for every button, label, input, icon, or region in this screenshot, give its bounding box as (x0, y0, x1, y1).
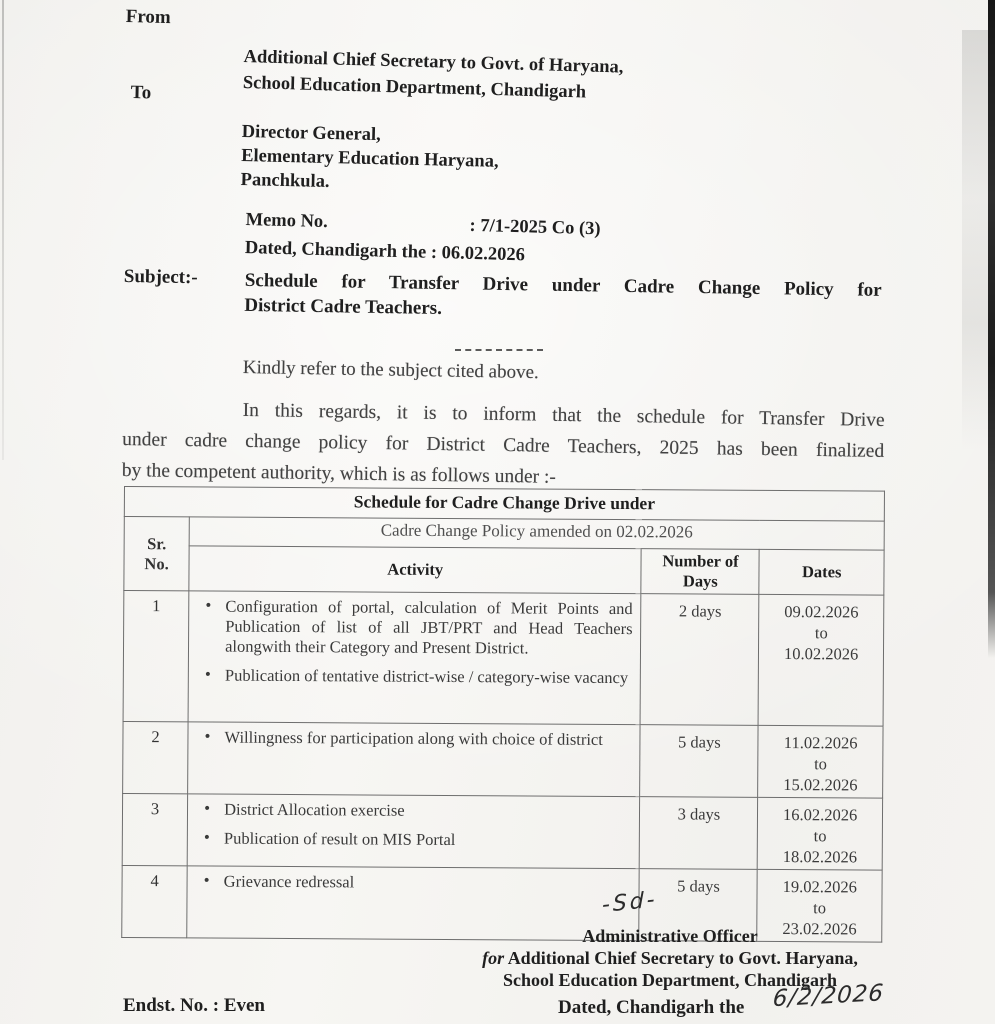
days-cell: 2 days (640, 594, 759, 726)
bullet-item: • Grievance redressal (200, 871, 631, 894)
subject-label: Subject:- (123, 266, 198, 289)
paragraph-body-line: by the competent authority, which is as follows under :- (121, 459, 557, 488)
table-subtitle-row (124, 517, 884, 551)
memo-block (245, 206, 601, 271)
bullet-item: • Publication of tentative district-wise / category-wise vacancy (201, 665, 632, 688)
memo-dated-line: Dated, Chandigarh the : 06.02.2026 (244, 237, 526, 266)
activity-cell (188, 591, 641, 725)
signature-department: School Education Department, Chandigarh (502, 970, 838, 990)
bullet-item: • Publication of result on MIS Portal (200, 828, 631, 851)
column-header-sr-no: Sr. No. (124, 517, 190, 591)
footer-dated-label: Dated, Chandigarh the (558, 997, 745, 1018)
from-address-line: Additional Chief Secretary to Govt. of Haryana, (243, 46, 624, 78)
column-header-activity: Activity (189, 546, 642, 594)
memo-number-value: : 7/1-2025 Co (3) (469, 215, 601, 240)
column-header-dates: Dates (759, 549, 884, 595)
from-address-line: School Education Department, Chandigarh (242, 72, 587, 103)
memo-number-label: Memo No. (245, 209, 329, 233)
table-row (122, 793, 882, 870)
signature-authority: for Additional Chief Secretary to Govt. Haryana, (482, 948, 858, 968)
from-label: From (125, 6, 172, 29)
subject-row (123, 266, 882, 328)
bullet-item: • District Allocation exercise (200, 799, 631, 822)
to-address (240, 120, 499, 198)
to-address-line: Director General, (241, 121, 381, 146)
dates-cell: 11.02.2026 to 15.02.2026 (758, 725, 883, 798)
column-header-days: Number of Days (641, 549, 759, 595)
activity-cell (188, 722, 641, 797)
subject-text (244, 268, 882, 328)
table-title-row (124, 487, 884, 522)
dates-cell: 09.02.2026 to 10.02.2026 (758, 594, 883, 726)
handwritten-date: 6/2/2026 (771, 980, 886, 1013)
table-title-line2: Cadre Change Policy amended on 02.02.2026 (189, 517, 884, 550)
to-address-line: Panchkula. (240, 169, 330, 192)
to-label: To (130, 82, 152, 104)
paragraph-body-line: under cadre change policy for District Cadre Teachers, 2025 has been finalized (122, 428, 885, 462)
days-cell: 5 days (639, 869, 757, 942)
from-address (243, 44, 624, 107)
paragraph-refer: Kindly refer to the subject cited above. (242, 357, 539, 384)
days-cell: 5 days (640, 725, 758, 798)
scan-edge-left (2, 0, 4, 460)
paragraph-body (122, 393, 885, 498)
table-row (123, 591, 884, 727)
signature-designation: Administrative Officer (582, 926, 758, 946)
days-cell: 3 days (640, 797, 758, 870)
endst-number-line: Endst. No. : Even (123, 995, 265, 1016)
sr-cell: 4 (122, 865, 188, 937)
sr-cell: 1 (123, 591, 189, 722)
activity-cell (187, 794, 640, 869)
handwritten-sd-mark: -Sd- (602, 887, 658, 919)
schedule-table (121, 486, 885, 943)
to-address-line: Elementary Education Haryana, (240, 145, 499, 172)
bullet-item: • Willingness for participation along with choice of district (201, 727, 632, 750)
scan-shadow-smudge (962, 30, 988, 450)
signature-for-word: for (482, 948, 505, 968)
subject-line: Schedule for Transfer Drive under Cadre Change Policy for (244, 269, 882, 301)
bullet-item: • Configuration of portal, calculation of Merit Points and Publication of list of all JBT/PRT and Head Teachers alongwith their Category and Present District. (201, 596, 633, 659)
subject-line: District Cadre Teachers. (244, 294, 443, 319)
dates-cell: 19.02.2026 to 23.02.2026 (757, 869, 882, 942)
signature-block (440, 925, 900, 991)
dashed-separator-line (455, 349, 543, 351)
sr-cell: 2 (123, 721, 189, 793)
table-header-row (124, 546, 884, 596)
scan-edge-right (988, 0, 995, 658)
dates-cell: 16.02.2026 to 18.02.2026 (758, 797, 883, 870)
paragraph-body-line: In this regards, it is to inform that the schedule for Transfer Drive (242, 399, 885, 431)
table-row (123, 721, 883, 798)
table-title-line1: Schedule for Cadre Change Drive under (124, 487, 884, 522)
sr-cell: 3 (122, 793, 188, 865)
